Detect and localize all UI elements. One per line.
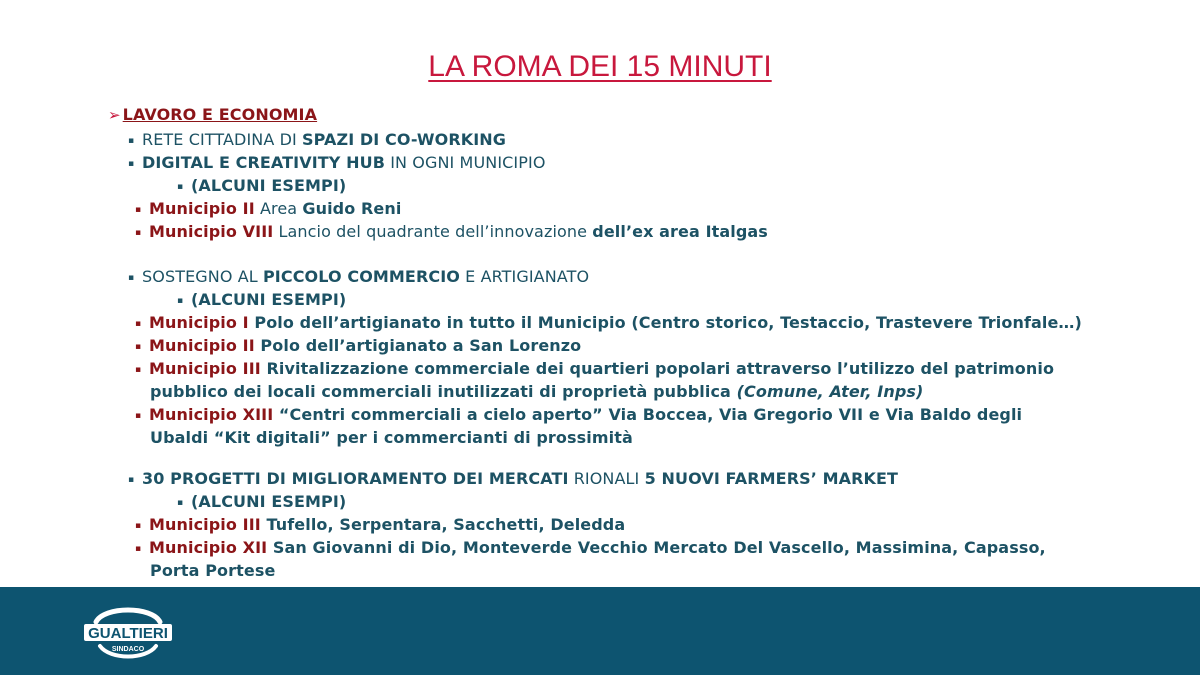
list-item-continuation: Ubaldi “Kit digitali” per i commercianti di prossimità xyxy=(150,428,633,447)
list-item: ▪ Municipio III Rivitalizzazione commerciale dei quartieri popolari attraverso l’utilizzo del patrimonio xyxy=(135,358,1054,381)
list-item: ▪ Municipio II Polo dell’artigianato a San Lorenzo xyxy=(135,335,581,358)
square-bullet-icon: ▪ xyxy=(128,159,135,169)
square-bullet-icon: ▪ xyxy=(177,498,184,508)
square-bullet-icon: ▪ xyxy=(135,228,142,238)
square-bullet-icon: ▪ xyxy=(135,342,142,352)
list-item: ▪ SOSTEGNO AL PICCOLO COMMERCIO E ARTIGIANATO xyxy=(128,266,589,289)
logo-arc-top xyxy=(96,610,160,622)
section-label: LAVORO E ECONOMIA xyxy=(122,105,318,124)
square-bullet-icon: ▪ xyxy=(135,365,142,375)
list-item: ▪ Municipio II Area Guido Reni xyxy=(135,198,401,221)
footer-band xyxy=(0,587,1200,675)
list-item: ▪ Municipio VIII Lancio del quadrante dell’innovazione dell’ex area Italgas xyxy=(135,221,768,244)
square-bullet-icon: ▪ xyxy=(128,475,135,485)
page-title: LA ROMA DEI 15 MINUTI xyxy=(428,50,772,83)
square-bullet-icon: ▪ xyxy=(135,319,142,329)
list-item: ▪ 30 PROGETTI DI MIGLIORAMENTO DEI MERCATI RIONALI 5 NUOVI FARMERS’ MARKET xyxy=(128,468,898,491)
arrow-bullet-icon: ➢ xyxy=(108,106,121,124)
square-bullet-icon: ▪ xyxy=(177,182,184,192)
list-item: ▪ RETE CITTADINA DI SPAZI DI CO-WORKING xyxy=(128,129,506,152)
square-bullet-icon: ▪ xyxy=(177,296,184,306)
gualtieri-logo xyxy=(82,602,174,662)
square-bullet-icon: ▪ xyxy=(135,544,142,554)
list-item: ▪ Municipio XIII “Centri commerciali a cielo aperto” Via Boccea, Via Gregorio VII e Via Baldo degli xyxy=(135,404,1022,427)
logo-name: GUALTIERI xyxy=(88,625,168,642)
list-item-continuation: Porta Portese xyxy=(150,561,276,580)
section-heading xyxy=(108,104,317,126)
logo-sub: SINDACO xyxy=(111,646,145,653)
square-bullet-icon: ▪ xyxy=(135,205,142,215)
square-bullet-icon: ▪ xyxy=(128,136,135,146)
list-item: ▪ (ALCUNI ESEMPI) xyxy=(177,289,346,312)
square-bullet-icon: ▪ xyxy=(135,521,142,531)
list-item: ▪ Municipio I Polo dell’artigianato in tutto il Municipio (Centro storico, Testaccio, Trastevere Trionfale…) xyxy=(135,312,1082,335)
list-item-continuation: pubblico dei locali commerciali inutilizzati di proprietà pubblica (Comune, Ater, Inps) xyxy=(150,382,924,401)
list-item: ▪ Municipio III Tufello, Serpentara, Sacchetti, Deledda xyxy=(135,514,625,537)
list-item: ▪ (ALCUNI ESEMPI) xyxy=(177,491,346,514)
square-bullet-icon: ▪ xyxy=(128,273,135,283)
list-item: ▪ (ALCUNI ESEMPI) xyxy=(177,175,346,198)
list-item: ▪ Municipio XII San Giovanni di Dio, Monteverde Vecchio Mercato Del Vascello, Massimina, Capasso, xyxy=(135,537,1046,560)
square-bullet-icon: ▪ xyxy=(135,411,142,421)
list-item: ▪ DIGITAL E CREATIVITY HUB IN OGNI MUNICIPIO xyxy=(128,152,546,175)
